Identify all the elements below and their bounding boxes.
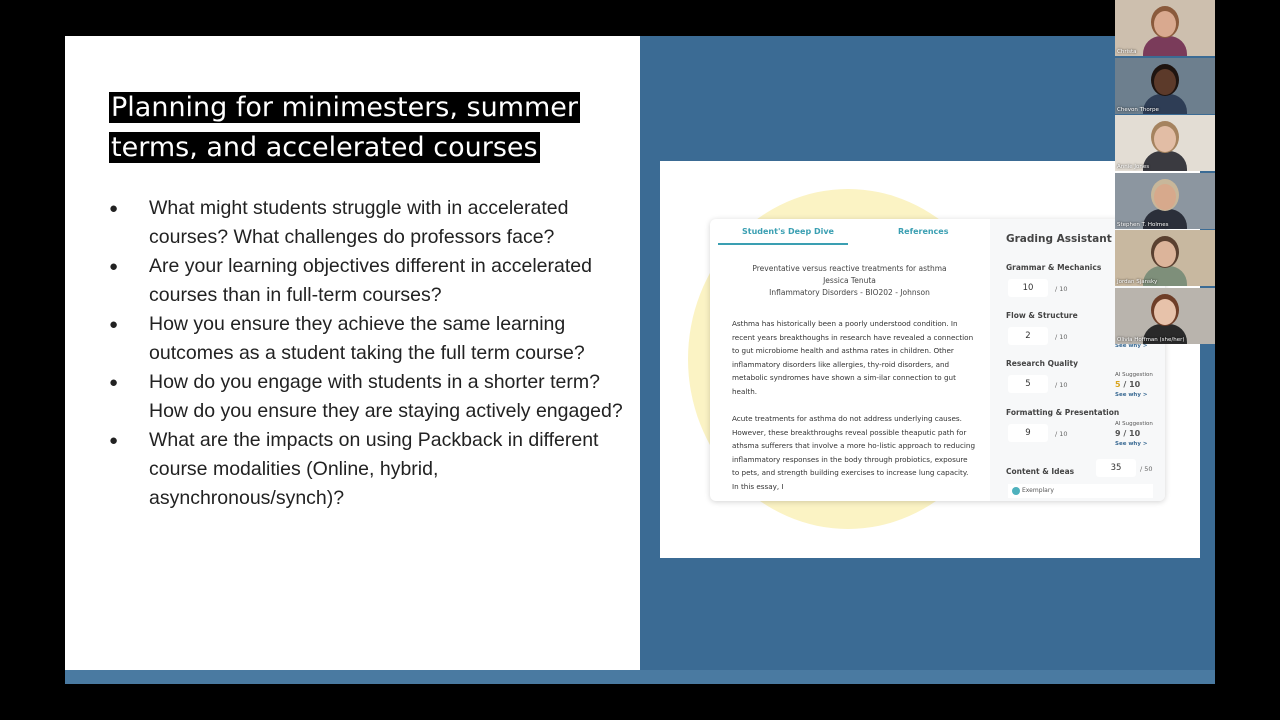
bullet-text: What are the impacts on using Packback in different course modalities (Online, hybrid, asynchronous/synch)? <box>149 429 599 509</box>
see-why-link: See why > <box>1115 441 1148 447</box>
video-participants-strip <box>1115 0 1215 345</box>
tab-references: References <box>898 227 949 236</box>
bullet-dot-icon: ● <box>109 316 119 333</box>
participant-video-tile[interactable] <box>1115 230 1215 286</box>
essay-author: Jessica Tenuta <box>823 276 876 285</box>
participant-name: Annie Jones <box>1117 164 1150 170</box>
bullet-dot-icon: ● <box>109 200 119 217</box>
criterion-label: Grammar & Mechanics <box>1006 263 1102 272</box>
essay-paragraph: Acute treatments for asthma do not address underlying causes. However, these breakthroughs reveal possible theaputic path for athsma sufferers that involve a more ho-listic approach to reducing inflammatory responses in the body through probiotics, exposure to pets, and strength building exercises to increase lung capacity. In this essay, I <box>732 414 976 491</box>
criterion-label: Research Quality <box>1006 359 1078 368</box>
participant-body <box>1143 36 1187 56</box>
participant-face <box>1154 69 1176 95</box>
participant-face <box>1154 299 1176 325</box>
ai-suggestion-value: 9 / 10 <box>1115 429 1141 438</box>
score-input: 35 <box>1096 459 1136 477</box>
bullet-text: What might students struggle with in accelerated courses? What challenges do professors face? <box>149 197 569 248</box>
slide-title: Planning for minimesters, summer terms, and accelerated courses <box>111 92 579 163</box>
participant-video-tile[interactable] <box>1115 58 1215 114</box>
bullet-item <box>105 194 635 252</box>
score-input: 9 <box>1008 424 1048 442</box>
bullet-dot-icon: ● <box>109 258 119 275</box>
score-max: / 50 <box>1140 465 1153 473</box>
bullet-item <box>105 368 635 426</box>
essay-header <box>722 263 977 299</box>
participant-name: Christa <box>1117 49 1137 55</box>
participant-body <box>1143 151 1187 171</box>
participant-name: Olivia Hoffman (she/her) <box>1117 336 1185 343</box>
radio-dot-icon <box>1012 487 1020 495</box>
score-input: 10 <box>1008 279 1048 297</box>
ai-suggestion-label: AI Suggestion <box>1115 372 1153 378</box>
participant-video-tile[interactable] <box>1115 115 1215 171</box>
bullet-dot-icon: ● <box>109 432 119 449</box>
participant-face <box>1154 126 1176 152</box>
level-option: Exemplary <box>1008 484 1153 498</box>
essay-body <box>732 317 977 501</box>
tab-underline <box>718 243 848 245</box>
score-max: / 10 <box>1055 430 1068 438</box>
participant-face <box>1154 184 1176 210</box>
participant-name: Chevon Thorpe <box>1117 106 1159 113</box>
bullet-dot-icon: ● <box>109 374 119 391</box>
participant-face <box>1154 11 1176 37</box>
grading-card <box>710 219 1165 501</box>
participant-name: Jordan Sjansky <box>1117 279 1158 285</box>
criterion-label: Formatting & Presentation <box>1006 408 1120 417</box>
bullet-item <box>105 426 635 513</box>
bullet-text: How do you engage with students in a shorter term? How do you ensure they are staying actively engaged? <box>149 371 623 422</box>
tab-deep-dive: Student's Deep Dive <box>742 227 834 236</box>
grading-title: Grading Assistant <box>1006 233 1112 245</box>
participant-video-tile[interactable] <box>1115 173 1215 229</box>
ai-suggestion-label: AI Suggestion <box>1115 421 1153 427</box>
essay-paragraph: Asthma has historically been a poorly understood condition. In recent years breakthoughs in research have revealed a connection to gut microbiome health and asthma rates in children. Other inflammatory disorders like allergies, thy-roid disorders, and metabolic syndromes have shown a sim-ilar connection to gut health. <box>732 319 974 396</box>
bullet-list <box>105 194 635 513</box>
essay-course: Inflammatory Disorders - BIO202 - Johnson <box>769 288 930 297</box>
participant-face <box>1154 241 1176 267</box>
participant-video-tile[interactable] <box>1115 0 1215 56</box>
participant-video-tile[interactable] <box>1115 288 1215 344</box>
ai-suggestion-value: 5 / 10 <box>1115 380 1141 389</box>
bullet-text: How you ensure they achieve the same learning outcomes as a student taking the full term course? <box>149 313 585 364</box>
see-why-link: See why > <box>1115 343 1148 349</box>
score-input: 2 <box>1008 327 1048 345</box>
bullet-item <box>105 310 635 368</box>
score-max: / 10 <box>1055 285 1068 293</box>
criterion-label: Content & Ideas <box>1006 467 1075 476</box>
score-max: / 10 <box>1055 333 1068 341</box>
slide-bottom-strip <box>65 670 1215 684</box>
see-why-link: See why > <box>1115 392 1148 398</box>
score-input: 5 <box>1008 375 1048 393</box>
criterion-label: Flow & Structure <box>1006 311 1078 320</box>
bullet-item <box>105 252 635 310</box>
score-max: / 10 <box>1055 381 1068 389</box>
participant-name: Stephen T. Holmes <box>1117 221 1169 228</box>
bullet-text: Are your learning objectives different in accelerated courses than in full-term courses? <box>149 255 592 306</box>
essay-title: Preventative versus reactive treatments for asthma <box>752 264 947 273</box>
